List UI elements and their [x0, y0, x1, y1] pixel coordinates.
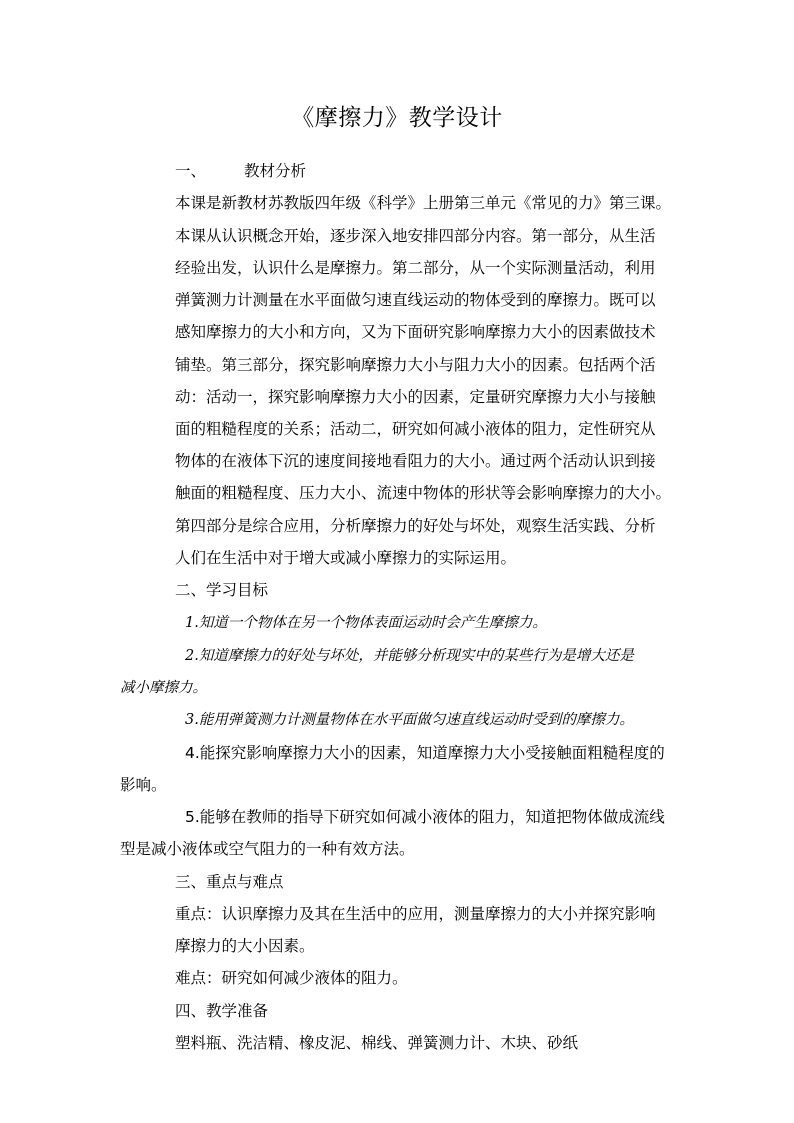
- section-3-heading: 三、重点与难点: [175, 873, 284, 891]
- analysis-line: 第四部分是综合应用，分析摩擦力的好处与坏处，观察生活实践、分析: [175, 517, 656, 535]
- analysis-line: 人们在生活中对于增大或减小摩擦力的实际运用。: [175, 549, 517, 567]
- analysis-line: 铺垫。第三部分，探究影响摩擦力大小与阻力大小的因素。包括两个活: [175, 356, 656, 374]
- document-title: 《摩擦力》教学设计: [291, 105, 503, 131]
- analysis-line: 面的粗糙程度的关系；活动二，研究如何减小液体的阻力，定性研究从: [175, 420, 656, 438]
- analysis-line: 弹簧测力计测量在水平面做匀速直线运动的物体受到的摩擦力。既可以: [175, 291, 656, 309]
- goal-2-line-1: 2.知道摩擦力的好处与坏处，并能够分析现实中的某些行为是增大还是: [185, 648, 634, 664]
- goal-4-line-1: 4.能探究影响摩擦力大小的因素，知道摩擦力大小受接触面粗糙程度的: [185, 744, 665, 762]
- key-point-line-2: 摩擦力的大小因素。: [175, 937, 315, 955]
- goal-3: 3.能用弹簧测力计测量物体在水平面做匀速直线运动时受到的摩擦力。: [185, 712, 634, 728]
- analysis-line: 经验出发，认识什么是摩擦力。第二部分，从一个实际测量活动，利用: [175, 259, 656, 277]
- analysis-line: 动：活动一，探究影响摩擦力大小的因素，定量研究摩擦力大小与接触: [175, 388, 656, 406]
- analysis-line: 触面的粗糙程度、压力大小、流速中物体的形状等会影响摩擦力的大小。: [175, 484, 672, 502]
- analysis-line: 物体的在液体下沉的速度间接地看阻力的大小。通过两个活动认识到接: [175, 452, 656, 470]
- goal-1: 1.知道一个物体在另一个物体表面运动时会产生摩擦力。: [185, 615, 547, 631]
- analysis-line: 本课从认识概念开始，逐步深入地安排四部分内容。第一部分，从生活: [175, 227, 656, 245]
- goal-5-line-2: 型是减小液体或空气阻力的一种有效方法。: [120, 840, 415, 858]
- difficulty-line: 难点：研究如何减少液体的阻力。: [175, 969, 408, 987]
- goal-4-line-2: 影响。: [120, 776, 167, 794]
- key-point-line-1: 重点：认识摩擦力及其在生活中的应用，测量摩擦力的大小并探究影响: [175, 905, 656, 923]
- analysis-line: 感知摩擦力的大小和方向，又为下面研究影响摩擦力大小的因素做技术: [175, 323, 656, 341]
- section-1-title: 教材分析: [244, 162, 307, 180]
- analysis-line: 本课是新教材苏教版四年级《科学》上册第三单元《常见的力》第三课。: [175, 194, 672, 212]
- section-1-heading: [175, 160, 306, 182]
- materials-line: 塑料瓶、洗洁精、橡皮泥、棉线、弹簧测力计、木块、砂纸: [175, 1034, 579, 1052]
- section-2-heading: 二、学习目标: [175, 581, 269, 599]
- section-1-number: 一、: [175, 162, 207, 180]
- section-4-heading: 四、教学准备: [175, 1002, 269, 1020]
- goal-2-line-2: 减小摩擦力。: [120, 680, 207, 696]
- goal-5-line-1: 5.能够在教师的指导下研究如何减小液体的阻力，知道把物体做成流线: [185, 808, 665, 826]
